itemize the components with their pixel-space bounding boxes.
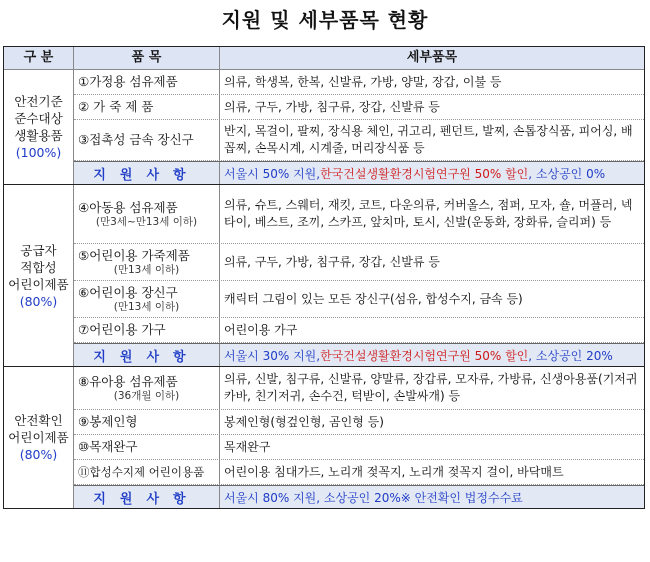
item-detail: 어린이용 가구 — [224, 322, 298, 337]
group-category — [4, 367, 74, 508]
support-highlight: 한국건설생활환경시험연구원 50% 할인 — [320, 166, 529, 181]
table-row — [74, 318, 644, 343]
table-row — [74, 410, 644, 435]
group-safety-confirmation — [4, 367, 644, 508]
support-detail — [220, 162, 644, 184]
group-safety-standard — [4, 70, 644, 185]
category-line: 생활용품 — [14, 128, 63, 143]
support-label: 지원사항 — [74, 486, 220, 508]
item-age-range: (만3세~만13세 이하) — [95, 215, 198, 228]
support-row — [74, 161, 644, 184]
support-text: , 소상공인 20% — [528, 348, 613, 363]
support-table — [3, 46, 645, 509]
item-detail: 의류, 구두, 가방, 침구류, 장갑, 신발류 등 — [224, 254, 440, 269]
item-detail: 의류, 학생복, 한복, 신발류, 가방, 양말, 장갑, 이불 등 — [224, 74, 502, 89]
support-label: 지원사항 — [74, 162, 220, 184]
table-row — [74, 367, 644, 410]
table-row — [74, 435, 644, 460]
category-percent: (100%) — [15, 145, 62, 160]
category-line: 준수대상 — [14, 111, 63, 126]
category-line: 적합성 — [20, 259, 57, 275]
group-category — [4, 70, 74, 184]
table-row — [74, 185, 644, 244]
header-detail: 세부품목 — [220, 47, 644, 69]
group-supplier-conformity — [4, 185, 644, 367]
category-line: 안전기준 — [14, 94, 63, 109]
support-label: 지원사항 — [74, 344, 220, 366]
item-name: ④아동용 섬유제품 — [78, 199, 178, 215]
support-note: ※ 안전확인 법정수수료 — [400, 490, 523, 505]
category-percent: (80%) — [19, 293, 58, 309]
item-age-range: (36개월 이하) — [113, 389, 180, 402]
item-detail: 의류, 구두, 가방, 침구류, 장갑, 신발류 등 — [224, 99, 440, 114]
item-age-range: (만13세 이하) — [113, 300, 180, 313]
table-row — [74, 70, 644, 95]
item-name: ⑤어린이용 가죽제품 — [78, 247, 190, 263]
support-detail — [220, 486, 644, 508]
group-category — [4, 185, 74, 366]
item-name: ⑥어린이용 장신구 — [78, 284, 178, 300]
item-detail: 어린이용 침대가드, 노리개 젖꼭지, 노리개 젖꼭지 걸이, 바닥매트 — [224, 464, 564, 479]
support-text: , 소상공인 0% — [528, 166, 606, 181]
category-line: 공급자 — [20, 242, 57, 258]
support-text: 서울시 80% 지원, 소상공인 20% — [224, 490, 401, 505]
category-line: 어린이제품 — [8, 276, 69, 292]
item-name: ② 가 죽 제 품 — [78, 99, 154, 114]
item-name: ⑦어린이용 가구 — [78, 322, 166, 337]
category-line: 안전확인 — [14, 413, 63, 428]
support-detail — [220, 344, 644, 366]
item-detail: 의류, 슈트, 스웨터, 재킷, 코트, 다운의류, 커버올스, 점퍼, 모자, 숄, 머플러, 넥타이, 베스트, 조끼, 스카프, 앞치마, 토시, 신발(운동화, 장화류, 슬리퍼) 등 — [224, 198, 633, 229]
support-row — [74, 485, 644, 508]
item-detail: 캐릭터 그림이 있는 모든 장신구(섬유, 합성수지, 금속 등) — [224, 291, 523, 306]
page-title: 지원 및 세부품목 현황 — [221, 8, 429, 32]
table-row — [74, 244, 644, 281]
item-detail: 봉제인형(형겊인형, 곰인형 등) — [224, 414, 384, 429]
item-name: ⑪합성수지제 어린이용품 — [78, 465, 205, 479]
item-name: ⑩목재완구 — [78, 439, 138, 454]
item-age-range: (만13세 이하) — [113, 263, 180, 276]
item-detail: 의류, 신발, 침구류, 신발류, 양말류, 장갑류, 모자류, 가방류, 신생아용품(기저귀 카바, 친기저귀, 손수건, 턱받이, 손발싸개) 등 — [224, 372, 638, 403]
item-name: ③접촉성 금속 장신구 — [78, 132, 194, 147]
support-text: 서울시 50% 지원, — [224, 166, 321, 181]
item-name: ⑧유아용 섬유제품 — [78, 373, 178, 389]
category-line: 어린이제품 — [8, 430, 69, 445]
support-text: 서울시 30% 지원, — [224, 348, 321, 363]
item-name: ⑨봉제인형 — [78, 414, 138, 429]
table-header — [4, 47, 644, 70]
item-name: ①가정용 섬유제품 — [78, 74, 178, 89]
header-category: 구 분 — [4, 47, 74, 69]
table-row — [74, 460, 644, 485]
support-highlight: 한국건설생활환경시험연구원 50% 할인 — [320, 348, 529, 363]
header-item: 품 목 — [74, 47, 220, 69]
table-row — [74, 281, 644, 318]
table-row — [74, 120, 644, 161]
item-detail: 목재완구 — [224, 439, 271, 454]
category-percent: (80%) — [19, 447, 58, 462]
support-row — [74, 343, 644, 366]
item-detail: 반지, 목걸이, 팔찌, 장식용 체인, 귀고리, 펜던트, 발찌, 손톱장식품, 피어싱, 배꼽찌, 손목시계, 시계줄, 머리장식품 등 — [224, 124, 633, 155]
table-row — [74, 95, 644, 120]
